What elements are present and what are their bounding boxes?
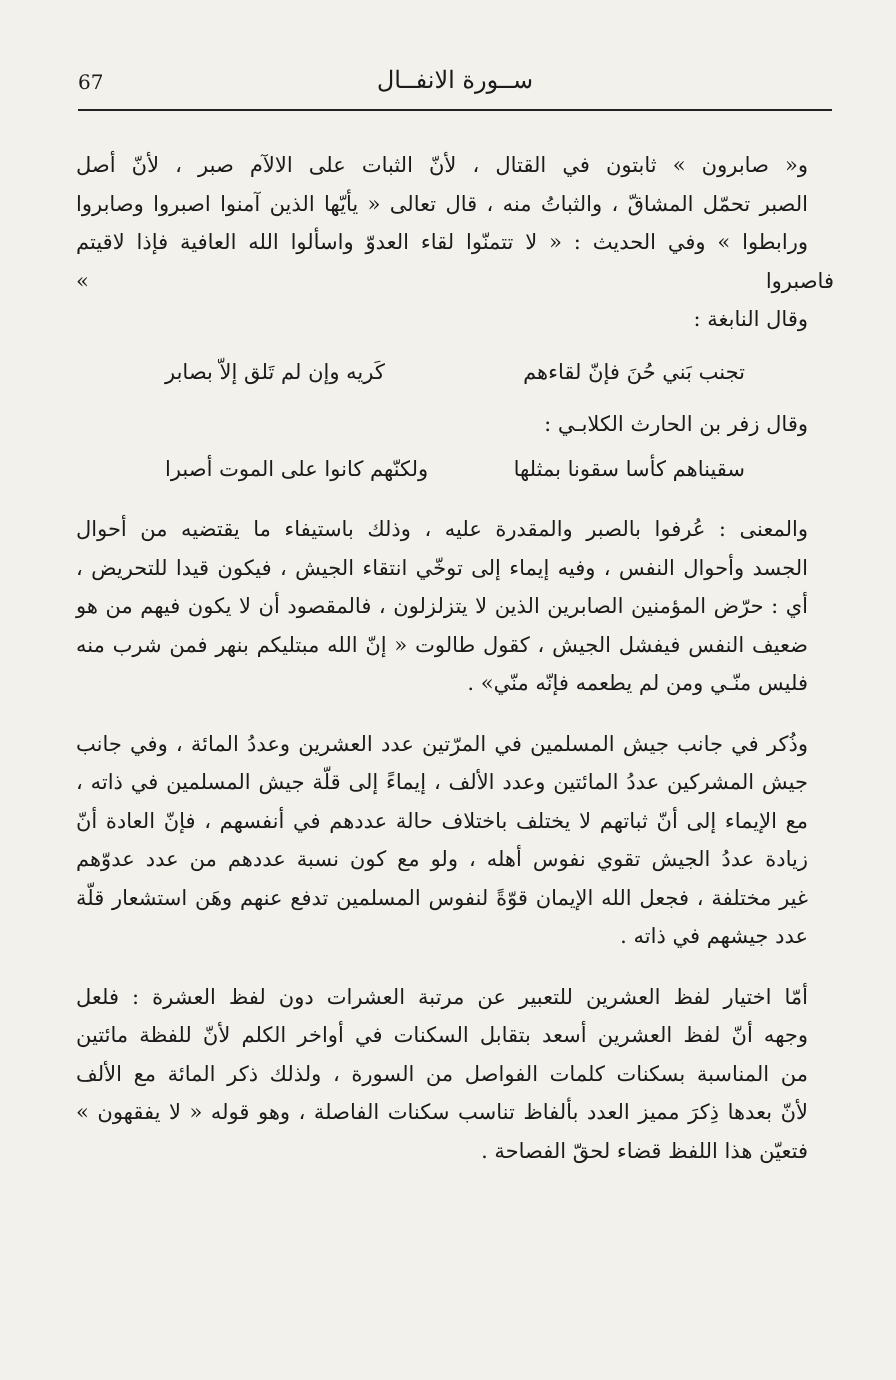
text-line: وقال زفر بن الحارث الكلابـي : [544, 412, 808, 436]
text-line: ورابطوا » وفي الحديث : « لا تتمنّوا لقاء العدوّ واسألوا الله العافية فإذا لاقيتم فاصبروا » [76, 230, 834, 293]
verse-introduction [76, 405, 834, 444]
page-number: 67 [78, 70, 104, 94]
text-line: غير مختلفة ، فجعل الله الإيمان قوّةً لنفوس المسلمين تدفع عنهم وهَن استشعار قلّة [76, 885, 808, 910]
verse-first-hemistich: سقيناهم كأسا سقونا بمثلها [513, 456, 745, 481]
text-line: فليس منّـي ومن لم يطعمه فإنّه منّي» . [467, 671, 808, 695]
text-line: وقال النابغة : [693, 307, 808, 331]
poem-verse-zufar [165, 450, 745, 489]
poem-verse-nabigha [165, 353, 745, 392]
text-line: وذُكر في جانب جيش المسلمين في المرّتين عدد العشرين وعددُ المائة ، وفي جانب [76, 731, 808, 756]
text-line: جيش المشركين عددُ المائتين وعدد الألف ، إيماءً إلى قلّة جيش المسلمين في ذاته ، [76, 770, 808, 794]
text-line: و« صابرون » ثابتون في القتال ، لأنّ الثبات على الالآم صبر ، لأنّ أصل [76, 153, 808, 177]
text-line: مع الإيماء إلى أنّ ثباتهم لا يختلف باختلاف حالة عددهم في أنفسهم ، فإنّ العادة أنّ [76, 808, 808, 833]
text-line: وجهه أنّ لفظ العشرين أسعد بتقابل السكنات في أواخر الكلم لأنّ للفظة مائتين [76, 1023, 808, 1047]
text-line: عدد جيشهم في ذاته . [620, 924, 808, 948]
text-line: فتعيّن هذا اللفظ قضاء لحقّ الفصاحة . [481, 1138, 808, 1163]
page-body [76, 146, 834, 1170]
text-line: أمّا اختيار لفظ العشرين للتعبير عن مرتبة العشرات دون لفظ العشرة : فلعل [76, 984, 808, 1009]
verse-second-hemistich: ولكنّهم كانوا على الموت أصبرا [165, 456, 429, 481]
text-line: زيادة عددُ الجيش تقوي نفوس أهله ، ولو مع كون نسبة عددهم من عدد عدوّهم [76, 847, 808, 871]
text-line: أي : حرّض المؤمنين الصابرين الذين لا يتزلزلون ، فالمقصود أن لا يكون فيهم من هو [76, 594, 808, 618]
header-rule [78, 109, 832, 111]
text-line: والمعنى : عُرفوا بالصبر والمقدرة عليه ، وذلك باستيفاء ما يقتضيه من أحوال [76, 517, 808, 541]
paragraph-twenty [76, 978, 834, 1171]
text-line: الجسد وأحوال النفس ، وفيه إيماء إلى توخّي انتقاء الجيش ، فيكون قيدا للتحريض ، [76, 555, 808, 580]
text-line: من المناسبة بسكنات كلمات الفواصل من السورة ، ولذلك ذكر المائة مع الألف [76, 1061, 808, 1086]
verse-first-hemistich: تجنب بَني حُنَ فإنّ لقاءهم [523, 359, 745, 384]
text-line: ضعيف النفس فيفشل الجيش ، كقول طالوت « إنّ الله مبتليكم بنهر فمن شرب منه [76, 632, 808, 657]
running-title: ســورة الانفــال [376, 66, 534, 94]
text-line: لأنّ بعدها ذِكرَ مميز العدد بألفاظ تناسب سكنات الفاصلة ، وهو قوله « لا يفقهون » [76, 1100, 808, 1124]
text-line: الصبر تحمّل المشاقّ ، والثباتُ منه ، قال تعالى « يأيّها الذين آمنوا اصبروا وصابروا [76, 191, 808, 216]
paragraph-meaning [76, 510, 834, 703]
paragraph-patience [76, 146, 834, 339]
paragraph-numbers [76, 725, 834, 956]
verse-second-hemistich: كَريه وإن لم تَلق إلاّ بصابر [165, 359, 385, 384]
page-header [78, 62, 832, 106]
